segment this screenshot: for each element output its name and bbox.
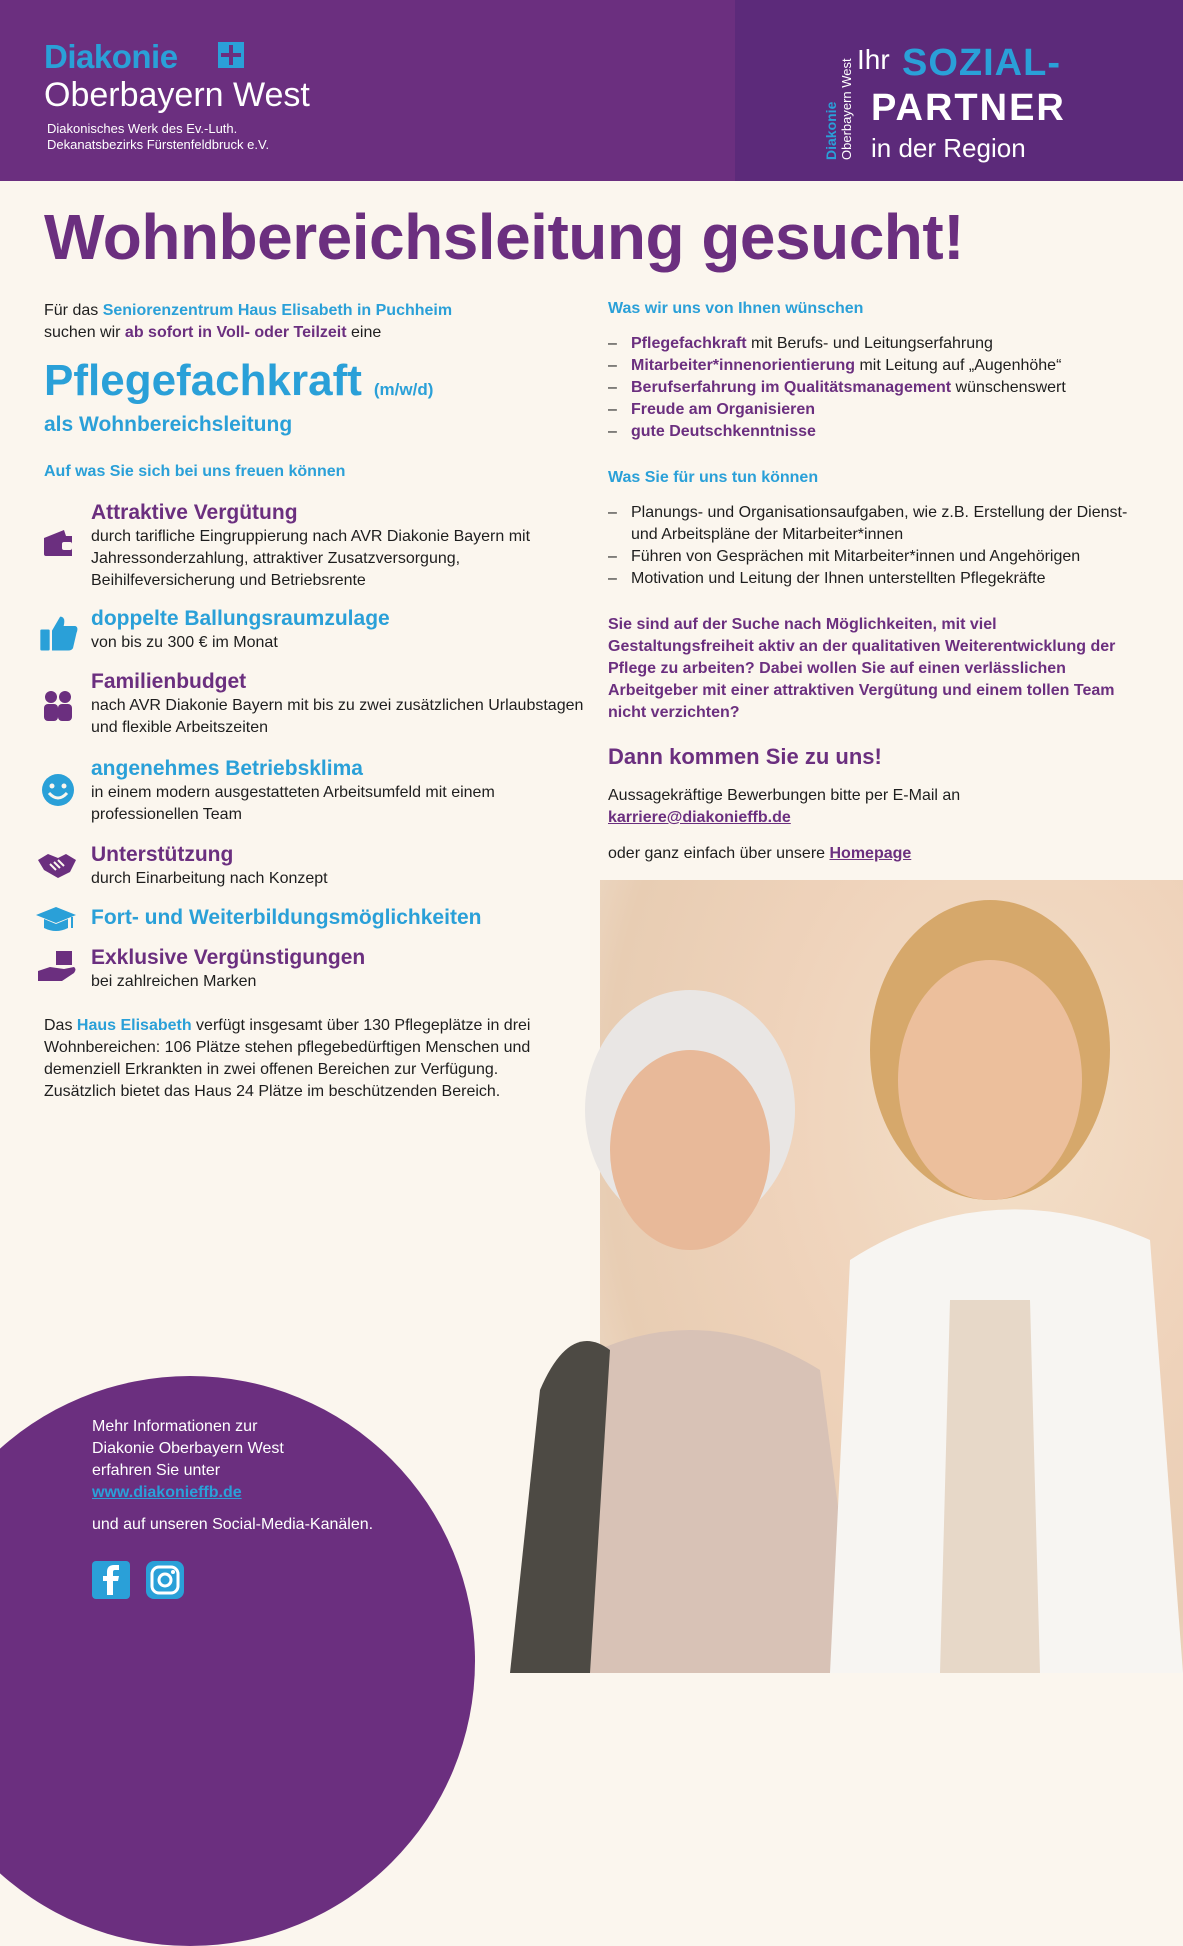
position-name: Pflegefachkraft — [44, 356, 362, 405]
benefit-item — [34, 606, 594, 654]
wish-bold: Mitarbeiter*innenorientierung — [631, 357, 856, 374]
logo-name: Diakonie — [44, 38, 178, 75]
intro-part: eine — [346, 324, 382, 341]
benefit-text: in einem modern ausgestatteten Arbeitsumfeld mit einem professionellen Team — [91, 784, 495, 823]
facebook-icon[interactable] — [92, 1561, 130, 1599]
logo-sub-line1: Diakonisches Werk des Ev.-Luth. — [47, 121, 238, 136]
benefit-title: Unterstützung — [91, 843, 234, 866]
benefit-title: Familienbudget — [91, 670, 247, 693]
facility-name: Seniorenzentrum Haus Elisabeth in Puchheim — [102, 302, 453, 319]
thumbs-up-icon — [38, 612, 80, 654]
benefit-text: nach AVR Diakonie Bayern mit bis zu zwei zusätzlichen Urlaubstagen und flexible Arbeitszeiten — [91, 697, 584, 736]
benefit-title: Fort- und Weiterbildungsmöglichkeiten — [91, 906, 482, 929]
handshake-icon — [36, 846, 78, 882]
info-circle-text — [92, 1416, 422, 1536]
tasks-list — [608, 502, 1153, 590]
list-item — [608, 399, 1168, 421]
vertical-brand-name: Diakonie — [823, 101, 839, 160]
slogan-ihr: Ihr — [857, 44, 890, 75]
website-link[interactable]: www.diakonieffb.de — [92, 1484, 242, 1501]
list-item: – Führen von Gesprächen mit Mitarbeiter*innen und Angehörigen — [608, 546, 1153, 568]
benefit-text: durch tarifliche Eingruppierung nach AVR Diakonie Bayern mit Jahressonderzahlung, attraktiver Zusatzversorgung, Beihilfeversicherung und Betriebsrente — [91, 528, 531, 589]
wish-rest: mit Leitung auf „Augenhöhe“ — [855, 357, 1062, 374]
slogan-region: in der Region — [871, 133, 1026, 163]
young-woman-photo — [810, 880, 1183, 1673]
wish-bold: Freude am Organisieren — [631, 401, 816, 418]
benefit-item — [34, 500, 594, 592]
wish-bold: Pflegefachkraft — [631, 335, 747, 352]
homepage-link[interactable]: Homepage — [829, 845, 912, 862]
list-item — [608, 355, 1168, 377]
family-icon — [40, 687, 76, 723]
email-row — [608, 807, 1168, 829]
benefit-text: bei zahlreichen Marken — [91, 973, 257, 990]
benefits-heading: Auf was Sie sich bei uns freuen können — [44, 463, 346, 480]
homepage-prefix: oder ganz einfach über unsere — [608, 845, 830, 862]
pitch-text: Sie sind auf der Suche nach Möglichkeiten, mit viel Gestaltungsfreiheit aktiv an der qualitativen Weiterentwicklung der Pflege zu arbeiten? Dabei wollen Sie auf einen verlässlichen Arbeitgeber mit einer attraktiven Vergütung und einem tollen Team nicht verzichten? — [608, 616, 1116, 721]
logo-region: Oberbayern West — [44, 76, 310, 114]
position-title — [44, 356, 433, 406]
cta-heading: Dann kommen Sie zu uns! — [608, 744, 882, 769]
benefit-title: doppelte Ballungsraumzulage — [91, 607, 390, 630]
benefit-title: Exklusive Vergünstigungen — [91, 946, 366, 969]
gender-tag: (m/w/d) — [373, 380, 434, 399]
homepage-row — [608, 843, 1168, 865]
logo-sub-line2: Dekanatsbezirks Fürstenfeldbruck e.V. — [47, 137, 270, 152]
facility-highlight: Haus Elisabeth — [76, 1017, 192, 1034]
slogan-partner: PARTNER — [871, 87, 1066, 129]
wish-bold: gute Deutschkenntnisse — [631, 423, 816, 440]
instagram-icon[interactable] — [146, 1561, 184, 1599]
wallet-icon — [40, 524, 76, 560]
list-item — [608, 333, 1168, 355]
slogan-sozial: SOZIAL- — [902, 42, 1061, 84]
benefit-text: durch Einarbeitung nach Konzept — [91, 870, 328, 887]
list-item — [608, 377, 1168, 399]
benefit-item — [34, 842, 594, 890]
position-subtitle: als Wohnbereichsleitung — [44, 413, 293, 436]
gift-hand-icon — [36, 949, 78, 985]
benefit-item — [34, 945, 594, 993]
benefit-title: Attraktive Vergütung — [91, 501, 298, 524]
wishes-list — [608, 333, 1168, 443]
info-line: und auf unseren Social-Media-Kanälen. — [92, 1516, 374, 1533]
facility-part: Das — [44, 1017, 77, 1034]
logo-subtitle — [47, 121, 269, 153]
facility-part: verfügt insgesamt über 130 Pflegeplätze in drei Wohnbereichen: 106 Plätze stehen pflegebedürftigen Menschen und demenziell Erkrankten in zwei offenen Bereichen zur Verfügung. Zusätzlich bietet das Haus 24 Plätze im beschützenden Bereich. — [44, 1017, 531, 1100]
diakonie-cross-icon — [218, 42, 244, 68]
email-link[interactable]: karriere@diakonieffb.de — [608, 809, 791, 826]
facility-description — [44, 1015, 574, 1103]
smiley-icon — [40, 772, 76, 808]
wish-rest: mit Berufs- und Leitungserfahrung — [746, 335, 993, 352]
benefit-title: angenehmes Betriebsklima — [91, 757, 363, 780]
employment-timing: ab sofort in Voll- oder Teilzeit — [124, 324, 347, 341]
info-line: erfahren Sie unter — [92, 1462, 221, 1479]
intro-part: Für das — [44, 302, 103, 319]
list-item: – Planungs- und Organisationsaufgaben, wie z.B. Erstellung der Dienst- und Arbeitspläne der Mitarbeiter*innen — [608, 502, 1153, 546]
list-item — [608, 421, 1168, 443]
benefit-item — [34, 669, 594, 739]
tasks-heading: Was Sie für uns tun können — [608, 469, 819, 486]
list-item: – Motivation und Leitung der Ihnen unterstellten Pflegekräfte — [608, 568, 1153, 590]
info-line: Mehr Informationen zur — [92, 1418, 258, 1435]
intro-part: suchen wir — [44, 324, 125, 341]
info-line: Diakonie Oberbayern West — [92, 1440, 284, 1457]
graduation-cap-icon — [34, 901, 78, 937]
apply-text: Aussagekräftige Bewerbungen bitte per E-Mail an — [608, 787, 961, 804]
benefit-item — [34, 905, 594, 931]
benefit-item — [34, 756, 594, 826]
page-title: Wohnbereichsleitung gesucht! — [44, 201, 964, 273]
wish-bold: Berufserfahrung im Qualitätsmanagement — [631, 379, 952, 396]
vertical-brand-region: Oberbayern West — [839, 58, 854, 160]
benefit-text: von bis zu 300 € im Monat — [91, 634, 278, 651]
wish-rest: wünschenswert — [951, 379, 1066, 396]
intro-text — [44, 300, 564, 344]
wishes-heading: Was wir uns von Ihnen wünschen — [608, 300, 864, 317]
